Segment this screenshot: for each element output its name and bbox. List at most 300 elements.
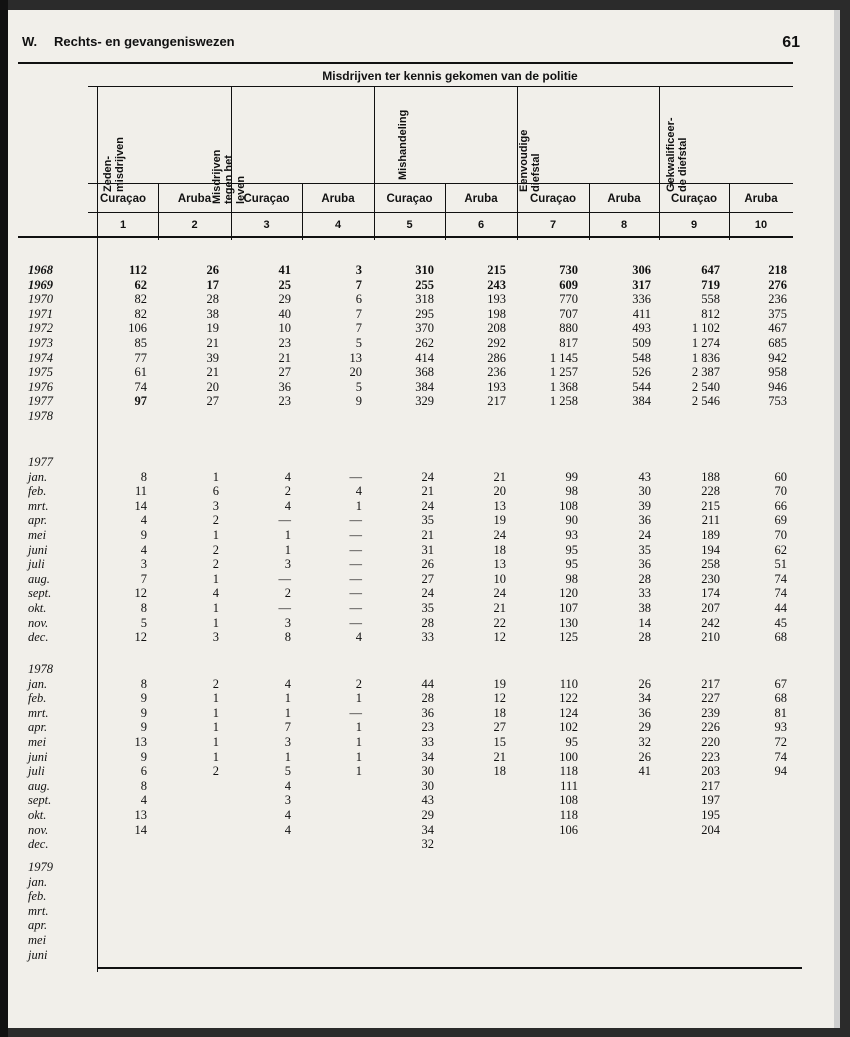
table-cell: 97 — [134, 394, 147, 409]
table-cell: 223 — [701, 749, 720, 764]
table-cell: 493 — [632, 321, 651, 336]
columns-mid-rule — [88, 212, 793, 213]
table-cell: 2 — [212, 764, 219, 779]
table-cell: 958 — [768, 365, 787, 380]
table-cell: 942 — [768, 350, 787, 365]
table-cell: 1 368 — [549, 379, 578, 394]
row-label: 1968 — [28, 263, 53, 277]
table-cell: 310 — [415, 263, 434, 277]
table-cell: 5 — [140, 615, 147, 630]
table-cell: 207 — [701, 601, 720, 615]
table-cell: 23 — [421, 720, 434, 735]
row-label: juli — [28, 764, 45, 779]
table-cell: 122 — [559, 691, 578, 706]
table-cell: 1 257 — [549, 365, 578, 380]
table-cell: 2 546 — [691, 394, 720, 409]
table-cell: 26 — [421, 557, 434, 572]
table-cell: 106 — [559, 822, 578, 837]
table-cell: 174 — [701, 586, 720, 601]
table-cell: 33 — [638, 586, 651, 601]
table-cell: 1 836 — [691, 350, 720, 365]
column-name: Aruba — [464, 193, 498, 205]
table-cell: 817 — [559, 336, 578, 350]
table-cell: 13 — [134, 735, 147, 749]
table-cell: 10 — [278, 321, 291, 336]
table-cell: 317 — [632, 277, 651, 292]
table-cell: 27 — [206, 394, 219, 409]
table-cell: 30 — [638, 484, 651, 499]
table-cell: 40 — [278, 306, 291, 321]
table-cell: 1 — [212, 705, 219, 720]
table-cell: 125 — [559, 630, 578, 645]
table-cell: 27 — [421, 571, 434, 586]
table-cell: — — [349, 571, 362, 586]
table-cell: 558 — [701, 292, 720, 307]
row-label: mei — [28, 933, 47, 947]
group-separator-4 — [659, 86, 660, 240]
row-label: feb. — [28, 484, 47, 499]
table-cell: 1 — [212, 528, 219, 542]
table-cell: 21 — [493, 469, 506, 484]
table-cell: 67 — [774, 676, 787, 691]
table-cell: 36 — [421, 705, 434, 720]
table-cell: 21 — [493, 601, 506, 615]
super-header: Misdrijven ter kennis gekomen van de politie — [322, 69, 578, 83]
row-label: 1971 — [28, 306, 53, 321]
table-cell: 34 — [421, 749, 434, 764]
table-cell: 20 — [493, 484, 506, 499]
column-name: Curaçao — [670, 193, 718, 205]
table-cell: — — [349, 705, 362, 720]
column-number: 9 — [690, 219, 698, 231]
table-cell: 6 — [212, 484, 219, 499]
table-cell: 62 — [134, 277, 147, 292]
table-cell: 242 — [701, 615, 720, 630]
row-label: 1973 — [28, 336, 53, 350]
table-cell: 66 — [774, 498, 787, 513]
table-cell: 3 — [284, 615, 291, 630]
table-cell: 90 — [565, 513, 578, 528]
table-cell: 609 — [559, 277, 578, 292]
table-cell: 217 — [701, 778, 720, 793]
table-cell: 730 — [559, 263, 578, 277]
table-cell: 74 — [774, 749, 787, 764]
table-cell: 3 — [212, 498, 219, 513]
row-label: mrt. — [28, 705, 49, 720]
column-number: 2 — [191, 219, 198, 231]
row-label: apr. — [28, 720, 48, 735]
table-cell: — — [349, 469, 362, 484]
table-cell: 21 — [206, 365, 219, 380]
table-cell: — — [349, 601, 362, 615]
table-cell: 70 — [774, 484, 787, 499]
table-cell: 28 — [421, 691, 434, 706]
table-cell: 13 — [134, 808, 147, 822]
table-cell: 22 — [493, 615, 506, 630]
table-cell: 946 — [768, 379, 787, 394]
table-cell: 411 — [632, 306, 651, 321]
table-cell: 8 — [140, 469, 147, 484]
table-cell: 544 — [632, 379, 651, 394]
table-cell: 1 — [355, 691, 362, 706]
table-cell: 2 — [284, 586, 291, 601]
row-label: feb. — [28, 691, 47, 706]
table-cell: 108 — [559, 498, 578, 513]
table-cell: 21 — [278, 350, 291, 365]
table-cell: 6 — [355, 292, 362, 307]
table-cell: 12 — [493, 691, 506, 706]
table-cell: 110 — [559, 676, 578, 691]
table-cell: 1 — [284, 691, 291, 706]
table-cell: 12 — [134, 586, 147, 601]
table-cell: 197 — [701, 793, 720, 808]
table-cell: 30 — [421, 778, 434, 793]
table-cell: 1 — [212, 735, 219, 749]
table-cell: 9 — [140, 749, 147, 764]
row-label: 1974 — [28, 350, 53, 365]
table-cell: 70 — [774, 528, 787, 542]
table-cell: 1 — [284, 528, 291, 542]
table-cell: 95 — [565, 557, 578, 572]
table-cell: 120 — [559, 586, 578, 601]
table-cell: 28 — [638, 571, 651, 586]
table-cell: 1 — [212, 469, 219, 484]
table-cell: 21 — [421, 484, 434, 499]
column-number: 3 — [263, 219, 270, 231]
table-cell: 24 — [638, 528, 651, 542]
table-cell: 215 — [487, 263, 506, 277]
table-cell: 4 — [284, 676, 291, 691]
table-cell: 72 — [774, 735, 787, 749]
table-cell: 526 — [632, 365, 651, 380]
table-cell: — — [349, 528, 362, 542]
table-cell: 8 — [140, 778, 147, 793]
table-cell: 719 — [701, 277, 720, 292]
table-cell: 4 — [284, 469, 291, 484]
table-cell: 647 — [701, 263, 720, 277]
column-name: Curaçao — [386, 193, 433, 205]
table-cell: 194 — [701, 542, 720, 557]
table-cell: 1 — [212, 571, 219, 586]
table-cell: 228 — [701, 484, 720, 499]
table-cell: 286 — [487, 350, 506, 365]
table-cell: 236 — [487, 365, 506, 380]
table-bottom-rule — [98, 967, 802, 969]
table-cell: 3 — [355, 263, 362, 277]
table-cell: 107 — [559, 601, 578, 615]
table-cell: — — [349, 542, 362, 557]
table-cell: 25 — [278, 277, 291, 292]
table-cell: 124 — [559, 705, 578, 720]
table-cell: — — [349, 513, 362, 528]
table-cell: 24 — [493, 586, 506, 601]
section-letter: W. — [22, 34, 38, 49]
table-cell: 4 — [140, 513, 147, 528]
table-cell: 18 — [493, 542, 506, 557]
row-label: mei — [28, 735, 47, 749]
table-cell: 243 — [487, 277, 506, 292]
table-cell: 21 — [493, 749, 506, 764]
group-separator-2 — [374, 86, 375, 240]
row-label: jan. — [28, 676, 48, 691]
table-cell: 68 — [774, 691, 787, 706]
table-cell: 41 — [638, 764, 651, 779]
table-cell: — — [349, 615, 362, 630]
table-cell: 95 — [565, 735, 578, 749]
page-header-title: Rechts- en gevangeniswezen — [54, 34, 235, 49]
row-label: mrt. — [28, 498, 49, 513]
table-cell: 12 — [134, 630, 147, 645]
row-label: sept. — [28, 586, 52, 601]
table-cell: 9 — [355, 394, 362, 409]
table-cell: — — [278, 601, 291, 615]
table-cell: 2 540 — [691, 379, 720, 394]
table-cell: 210 — [701, 630, 720, 645]
row-label: sept. — [28, 793, 52, 808]
table-cell: 13 — [349, 350, 362, 365]
table-cell: 467 — [768, 321, 787, 336]
group-heading-5: Gekwalificeer- de diefstal — [665, 117, 689, 192]
table-cell: 23 — [278, 336, 291, 350]
table-cell: 41 — [278, 263, 291, 277]
table-cell: 95 — [565, 542, 578, 557]
table-cell: 102 — [559, 720, 578, 735]
table-cell: 43 — [638, 469, 651, 484]
table-cell: 770 — [559, 292, 578, 307]
table-cell: 193 — [487, 379, 506, 394]
column-name: Curaçao — [99, 193, 147, 205]
table-cell: 1 — [212, 615, 219, 630]
table-cell: 8 — [140, 601, 147, 615]
row-label: nov. — [28, 615, 49, 630]
table-cell: 20 — [206, 379, 219, 394]
table-cell: 74 — [774, 586, 787, 601]
table-cell: 14 — [134, 498, 147, 513]
table-cell: 295 — [415, 306, 434, 321]
table-cell: 118 — [559, 764, 578, 779]
table-cell: 111 — [560, 778, 578, 793]
table-cell: 2 — [212, 557, 219, 572]
table-cell: 35 — [638, 542, 651, 557]
table-cell: 1 102 — [691, 321, 720, 336]
row-label: juni — [28, 749, 48, 764]
table-cell: 329 — [415, 394, 434, 409]
table-cell: 226 — [701, 720, 720, 735]
table-cell: 51 — [774, 557, 787, 572]
table-cell: 5 — [355, 379, 362, 394]
table-cell: 707 — [559, 306, 578, 321]
table-cell: 28 — [638, 630, 651, 645]
table-cell: 227 — [701, 691, 720, 706]
table-cell: 74 — [134, 379, 147, 394]
table-cell: 18 — [493, 705, 506, 720]
table-cell: 118 — [559, 808, 578, 822]
table-cell: 292 — [487, 336, 506, 350]
column-name: Aruba — [177, 193, 212, 205]
table-cell: 239 — [701, 705, 720, 720]
group-heading-4: Eenvoudige diefstal — [518, 129, 542, 192]
table-cell: 1 145 — [549, 350, 578, 365]
table-cell: 236 — [768, 292, 787, 307]
table-cell: 31 — [421, 542, 434, 557]
row-label: 1978 — [28, 662, 53, 676]
table-cell: 1 — [284, 749, 291, 764]
table-cell: 21 — [206, 336, 219, 350]
row-label: jan. — [28, 469, 48, 484]
column-number: 7 — [549, 219, 557, 231]
table-cell: 19 — [206, 321, 219, 336]
row-label: 1978 — [28, 409, 53, 423]
column-name: Aruba — [607, 193, 641, 205]
table-cell: 24 — [421, 469, 434, 484]
row-label: 1976 — [28, 379, 53, 394]
table-cell: 7 — [140, 571, 147, 586]
table-cell: 6 — [140, 764, 147, 779]
row-label: aug. — [28, 571, 50, 586]
table-cell: 29 — [278, 292, 291, 307]
column-name: Curaçao — [529, 193, 577, 205]
table-cell: 262 — [415, 336, 434, 350]
table-cell: — — [278, 513, 291, 528]
table-cell: 26 — [206, 263, 219, 277]
table-cell: 3 — [284, 735, 291, 749]
table-cell: 61 — [134, 365, 147, 380]
table-cell: 375 — [768, 306, 787, 321]
table-cell: 24 — [421, 498, 434, 513]
table-cell: 198 — [487, 306, 506, 321]
column-name: Curaçao — [243, 193, 290, 205]
table-cell: 9 — [140, 705, 147, 720]
table-cell: 28 — [421, 615, 434, 630]
row-label: 1979 — [28, 860, 53, 874]
table-cell: 112 — [128, 263, 147, 277]
table-cell: 4 — [212, 586, 219, 601]
table-cell: 189 — [701, 528, 720, 542]
table-cell: 5 — [355, 336, 362, 350]
table-cell: 45 — [774, 615, 787, 630]
table-cell: 812 — [701, 306, 720, 321]
table-cell: 1 274 — [691, 336, 720, 350]
header-rule-2 — [88, 86, 793, 87]
table-cell: 318 — [415, 292, 434, 307]
table-cell: 1 — [355, 764, 362, 779]
table-cell: 85 — [134, 336, 147, 350]
table-cell: 60 — [774, 469, 787, 484]
table-cell: 7 — [355, 306, 362, 321]
table-cell: 4 — [284, 498, 291, 513]
table-cell: 82 — [134, 306, 147, 321]
table-cell: 93 — [565, 528, 578, 542]
table-cell: 98 — [565, 571, 578, 586]
table-cell: 62 — [774, 542, 787, 557]
table-cell: 255 — [415, 277, 434, 292]
table-cell: 548 — [632, 350, 651, 365]
table-cell: 98 — [565, 484, 578, 499]
table-cell: 35 — [421, 513, 434, 528]
row-label: jan. — [28, 874, 48, 889]
table-cell: 3 — [284, 557, 291, 572]
page-number: 61 — [782, 34, 800, 51]
table-cell: 276 — [768, 277, 787, 292]
table-cell: 82 — [134, 292, 147, 307]
table-cell: 1 — [212, 691, 219, 706]
table-cell: 14 — [638, 615, 651, 630]
table-cell: 368 — [415, 365, 434, 380]
table-cell: 384 — [632, 394, 651, 409]
column-number: 1 — [119, 219, 127, 231]
table-cell: 19 — [493, 676, 506, 691]
row-label: 1975 — [28, 365, 53, 380]
table-cell: 2 — [212, 676, 219, 691]
table-cell: 108 — [559, 793, 578, 808]
binding-edge — [0, 0, 8, 1037]
table-cell: 2 — [212, 513, 219, 528]
table-cell: 509 — [632, 336, 651, 350]
group-heading-2: Misdrijven tegen het leven — [211, 149, 247, 204]
column-number: 5 — [406, 219, 413, 231]
table-cell: 29 — [638, 720, 651, 735]
table-cell: 217 — [487, 394, 506, 409]
table-cell: 32 — [638, 735, 651, 749]
row-label: okt. — [28, 601, 47, 615]
table-cell: 1 — [355, 749, 362, 764]
column-number: 6 — [477, 219, 485, 231]
table-cell: 13 — [493, 498, 506, 513]
table-cell: 33 — [421, 630, 434, 645]
table-cell: 195 — [701, 808, 720, 822]
table-cell: 36 — [638, 557, 651, 572]
table-cell: 3 — [212, 630, 219, 645]
table-cell: 1 258 — [549, 394, 578, 409]
table-cell: 204 — [701, 822, 720, 837]
table-cell: 4 — [140, 542, 147, 557]
table-cell: 38 — [638, 601, 651, 615]
table-cell: 29 — [421, 808, 434, 822]
row-label: apr. — [28, 918, 48, 933]
table-cell: 19 — [493, 513, 506, 528]
table-cell: 28 — [206, 292, 219, 307]
table-cell: 100 — [559, 749, 578, 764]
table-cell: 14 — [134, 822, 147, 837]
table-cell: 36 — [638, 705, 651, 720]
table-cell: 69 — [774, 513, 787, 528]
row-label: juli — [28, 557, 45, 572]
table-cell: 306 — [632, 263, 651, 277]
table-cell: 32 — [421, 837, 434, 852]
table-cell: 4 — [284, 778, 291, 793]
table-cell: 30 — [421, 764, 434, 779]
row-label: mrt. — [28, 903, 49, 918]
table-cell: 26 — [638, 749, 651, 764]
table-cell: 217 — [701, 676, 720, 691]
row-label: 1977 — [28, 394, 53, 409]
column-number: 8 — [620, 219, 628, 231]
group-heading-1: Zeden- misdrijven — [102, 136, 126, 192]
table-cell: 7 — [355, 277, 362, 292]
table-cell: 15 — [493, 735, 506, 749]
row-label: okt. — [28, 808, 47, 822]
table-cell: 4 — [284, 822, 291, 837]
table-cell: 753 — [768, 394, 787, 409]
table-cell: — — [349, 557, 362, 572]
table-cell: 43 — [421, 793, 434, 808]
row-label: 1977 — [28, 455, 53, 469]
table-cell: 370 — [415, 321, 434, 336]
table-cell: 36 — [278, 379, 291, 394]
table-cell: 39 — [638, 498, 651, 513]
row-label: apr. — [28, 513, 48, 528]
table-cell: 203 — [701, 764, 720, 779]
